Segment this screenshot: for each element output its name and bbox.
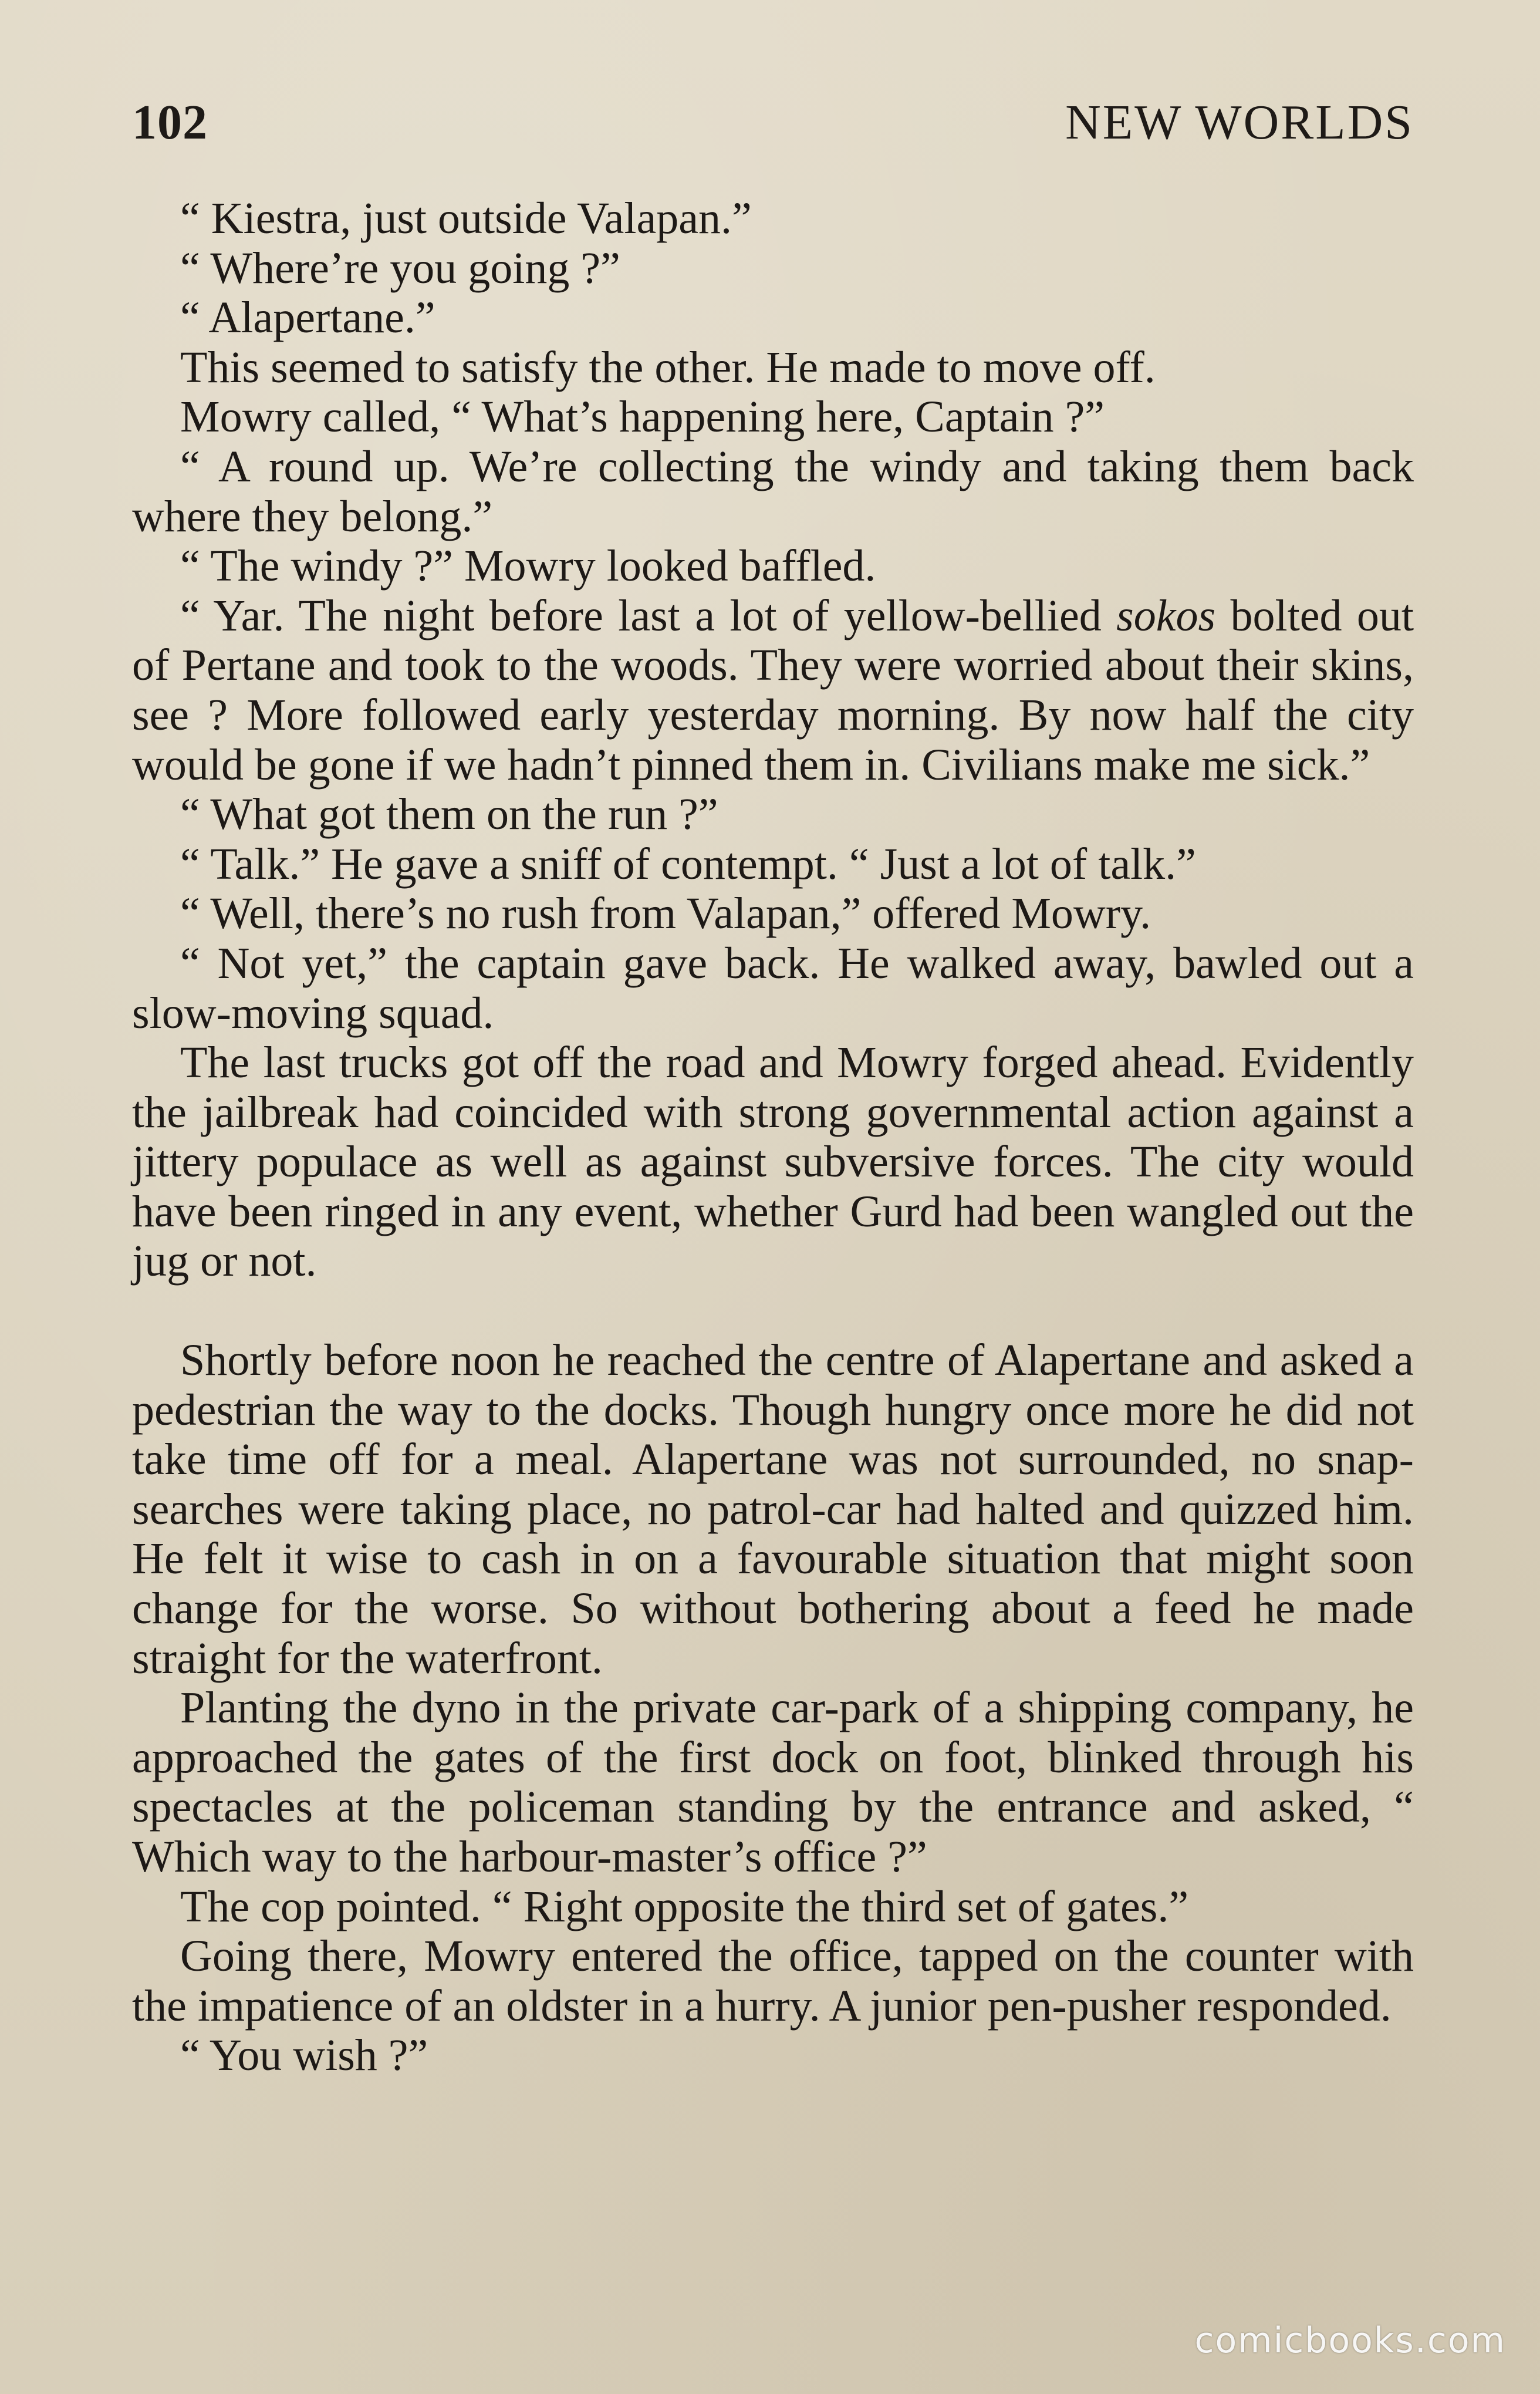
paragraph: Planting the dyno in the private car-park of a shipping company, he approached the gates of the first dock on foot, blinked through his spectacles at the policeman standing by the entrance and asked, “ Which way to the harbour-master’s office ?”: [132, 1683, 1414, 1882]
paragraph: “ What got them on the run ?”: [180, 790, 718, 839]
paragraph: The cop pointed. “ Right opposite the third set of gates.”: [180, 1882, 1189, 1931]
paragraph: “ The windy ?” Mowry looked baffled.: [180, 541, 876, 591]
paragraph: Going there, Mowry entered the office, tapped on the counter with the impatience of an oldster in a hurry. A junior pen-pusher responded.: [132, 1931, 1414, 2031]
paragraph: The last trucks got off the road and Mowry forged ahead. Evidently the jailbreak had coincided with strong governmental action against a jittery populace as well as against subversive forces. The city would have been ringed in any event, whether Gurd had been wangled out the jug or not.: [132, 1038, 1414, 1286]
body-text: [132, 194, 1414, 2081]
paragraph: Shortly before noon he reached the centre of Alapertane and asked a pedestrian the way to the docks. Though hungry once more he did not take time off for a meal. Alapertane was not surrounded, no snap-searches were taking place, no patrol-car had halted and quizzed him. He felt it wise to cash in on a favourable situation that might soon change for the worse. So without bothering about a feed he made straight for the waterfront.: [132, 1336, 1414, 1683]
paragraph: This seemed to satisfy the other. He made to move off.: [180, 342, 1156, 392]
running-title: NEW WORLDS: [1065, 95, 1414, 150]
paragraph: “ Not yet,” the captain gave back. He walked away, bawled out a slow-moving squad.: [132, 938, 1414, 1038]
paragraph: Mowry called, “ What’s happening here, Captain ?”: [180, 392, 1105, 442]
section-break: [132, 1286, 1414, 1336]
paragraph: “ Alapertane.”: [180, 293, 435, 343]
paragraph-italic-sokos: “ Yar. The night before last a lot of yellow-bellied sokos bolted out of Pertane and took to the woods. They were worried about their skins, see ? More followed early yesterday morning. By now half the city would be gone if we hadn’t pinned them in. Civilians make me sick.”: [132, 591, 1414, 790]
paragraph: “ Well, there’s no rush from Valapan,” offered Mowry.: [180, 889, 1151, 939]
page-header: [132, 94, 1414, 153]
watermark: comicbooks.com: [1194, 2320, 1506, 2361]
paragraph: “ Talk.” He gave a sniff of contempt. “ Just a lot of talk.”: [180, 839, 1196, 889]
paragraph: “ Where’re you going ?”: [180, 243, 620, 293]
page-number: 102: [132, 95, 208, 150]
paragraph: “ You wish ?”: [180, 2031, 428, 2081]
paragraph: “ Kiestra, just outside Valapan.”: [180, 194, 752, 243]
italic-word: sokos: [1116, 591, 1216, 640]
paragraph: “ A round up. We’re collecting the windy and taking them back where they belong.”: [132, 441, 1414, 541]
